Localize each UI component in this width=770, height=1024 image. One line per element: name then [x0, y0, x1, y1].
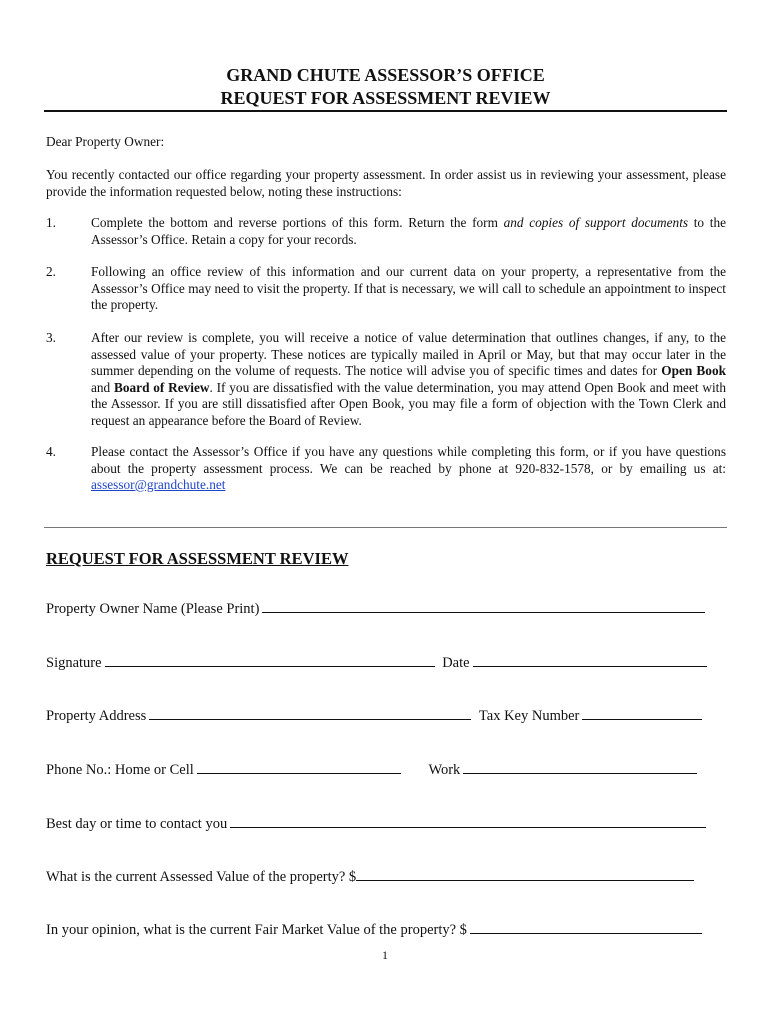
owner-name-field[interactable]	[262, 598, 705, 613]
phone-label: Phone No.: Home or Cell	[46, 762, 194, 778]
phone-work-field[interactable]	[463, 759, 697, 774]
item-number: 2.	[46, 264, 56, 279]
signature-field[interactable]	[105, 652, 435, 667]
work-label: Work	[428, 762, 461, 778]
signature-label: Signature	[46, 655, 102, 671]
item-text: After our review is complete, you will receive a notice of value determination that outlines changes, if any, to the assessed value of your property. These notices are typically mailed in April or May, but that may occur later in the summer depending on the volume of requests. The notice will advise you of specific times and dates for Open Book and Board of Review. If you are dissatisfied with the value determination, you may attend Open Book and meet with the Assessor. If you are still dissatisfied after Open Book, you may file a form of objection with the Town Clerk and request an appearance before the Board of Review.	[91, 330, 726, 428]
fair-market-row	[46, 919, 702, 939]
fair-market-label: In your opinion, what is the current Fair Market Value of the property? $	[46, 922, 467, 938]
intro-paragraph: You recently contacted our office regarding your property assessment. In order assist us in reviewing your assessment, please provide the information requested below, noting these instructions:	[46, 167, 726, 199]
form-section-title: REQUEST FOR ASSESSMENT REVIEW	[46, 549, 349, 568]
best-time-field[interactable]	[230, 813, 706, 828]
date-field[interactable]	[473, 652, 707, 667]
tax-key-field[interactable]	[582, 705, 702, 720]
owner-name-row	[46, 598, 705, 618]
phone-row	[46, 759, 697, 779]
header-divider	[44, 110, 727, 112]
best-time-row	[46, 813, 706, 833]
address-row	[46, 705, 702, 725]
email-link[interactable]: assessor@grandchute.net	[91, 477, 226, 492]
assessed-value-label: What is the current Assessed Value of the property? $	[46, 869, 357, 885]
fair-market-field[interactable]	[470, 919, 702, 934]
item-text: Please contact the Assessor’s Office if you have any questions while completing this form, or if you have questions about the property assessment process. We can be reached by phone at 920-832-1578, or by emailing us at: assessor@grandchute.net	[91, 444, 726, 492]
address-field[interactable]	[149, 705, 471, 720]
tax-key-label: Tax Key Number	[478, 708, 580, 724]
phone-home-field[interactable]	[197, 759, 401, 774]
item-text: Following an office review of this information and our current data on your property, a representative from the Assessor’s Office may need to visit the property. If that is necessary, we will call to schedule an appointment to inspect the property.	[91, 264, 726, 312]
item-number: 3.	[46, 330, 56, 345]
signature-row	[46, 652, 707, 672]
assessed-value-row	[46, 866, 694, 886]
assessed-value-field[interactable]	[356, 866, 694, 881]
salutation: Dear Property Owner:	[46, 134, 165, 149]
owner-name-label: Property Owner Name (Please Print)	[46, 601, 260, 617]
item-text: Complete the bottom and reverse portions of this form. Return the form and copies of support documents to the Assessor’s Office. Retain a copy for your records.	[91, 215, 726, 247]
page-number: 1	[382, 948, 388, 962]
document-title: GRAND CHUTE ASSESSOR’S OFFICE	[226, 65, 545, 85]
item-number: 1.	[46, 215, 56, 230]
best-time-label: Best day or time to contact you	[46, 816, 228, 832]
date-label: Date	[442, 655, 470, 671]
address-label: Property Address	[46, 708, 147, 724]
section-divider	[44, 527, 727, 528]
item-number: 4.	[46, 444, 56, 459]
document-subtitle: REQUEST FOR ASSESSMENT REVIEW	[220, 88, 551, 108]
